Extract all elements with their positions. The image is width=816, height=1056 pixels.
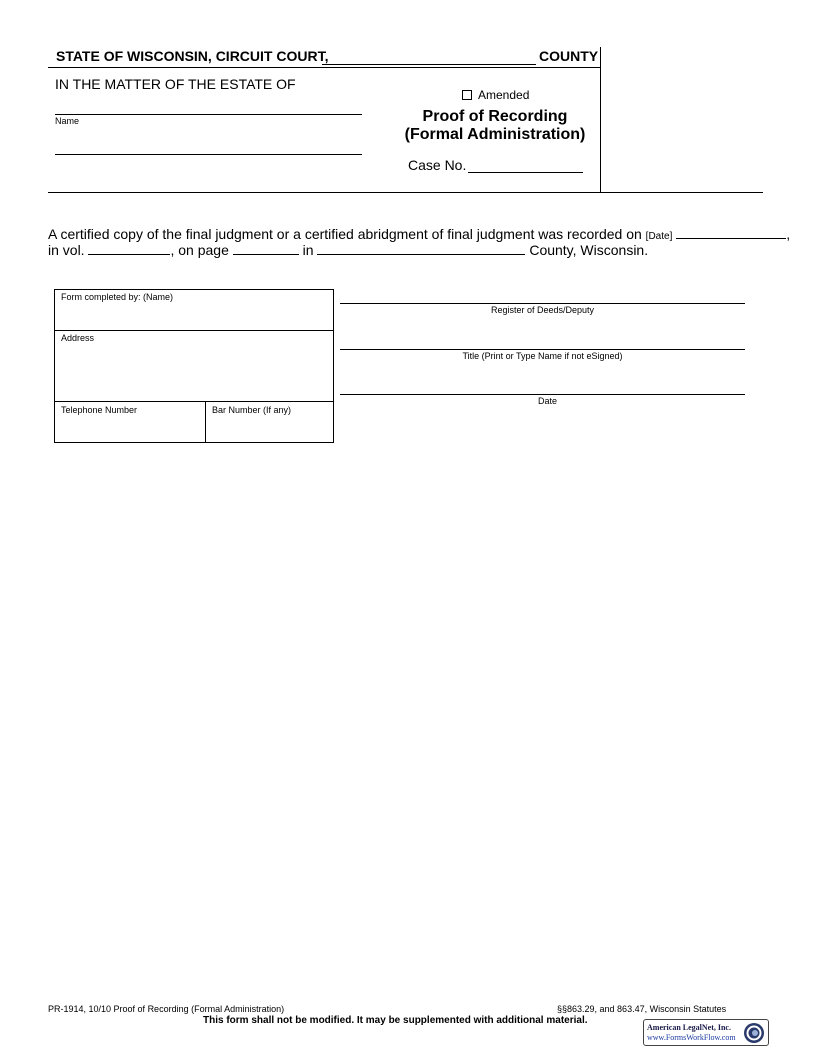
title-line[interactable] [340, 349, 745, 350]
amended-checkbox[interactable] [462, 90, 472, 100]
header-top-rule [48, 67, 601, 68]
date-line[interactable] [340, 394, 745, 395]
date-sign-label: Date [537, 396, 557, 406]
recording-county-field[interactable] [317, 242, 525, 255]
register-signature-line[interactable] [340, 303, 745, 304]
county-label: COUNTY [539, 48, 599, 64]
volume-page-sentence [48, 242, 648, 258]
volume-field[interactable] [88, 242, 170, 255]
decedent-name-line-2[interactable] [55, 154, 362, 155]
page-field[interactable] [233, 242, 299, 255]
comma: , [786, 226, 791, 242]
statutes: §§863.29, and 863.47, Wisconsin Statutes [557, 1004, 727, 1014]
on-page-label: , on page [170, 242, 229, 258]
decedent-name-line[interactable] [55, 114, 362, 115]
name-label: Name [55, 116, 80, 126]
county-name-line[interactable] [322, 64, 536, 65]
completed-by-label: Form completed by: (Name) [61, 292, 174, 302]
case-no-label: Case No. [408, 157, 467, 173]
form-id: PR-1914, 10/10 Proof of Recording (Formal Administration) [48, 1004, 285, 1014]
title-label: Title (Print or Type Name if not eSigned) [462, 351, 623, 361]
header-bottom-rule [48, 192, 763, 193]
estate-matter-label: IN THE MATTER OF THE ESTATE OF [55, 76, 296, 92]
form-completed-by-box [54, 289, 334, 443]
recorded-date-field[interactable] [676, 226, 786, 239]
register-label: Register of Deeds/Deputy [490, 305, 595, 315]
box-divider-2 [54, 401, 334, 402]
form-title-line2: (Formal Administration) [404, 126, 586, 143]
case-no-line[interactable] [468, 172, 583, 173]
address-label: Address [61, 333, 95, 343]
recording-sentence-text: A certified copy of the final judgment or a certified abridgment of final judgment was recorded on [48, 226, 642, 242]
recording-sentence [48, 226, 790, 242]
county-wisconsin-label: County, Wisconsin. [529, 242, 649, 258]
logo-swirl-icon [743, 1022, 765, 1044]
logo-url: www.FormsWorkFlow.com [647, 1033, 736, 1042]
box-divider-vertical [205, 401, 206, 442]
in-vol-label: in vol. [48, 242, 85, 258]
modification-notice: This form shall not be modified. It may be supplemented with additional material. [203, 1015, 588, 1026]
in-label: in [302, 242, 314, 258]
bar-number-label: Bar Number (If any) [212, 405, 292, 415]
amended-label: Amended [478, 88, 530, 102]
box-divider-1 [54, 330, 334, 331]
american-legalnet-logo[interactable] [643, 1019, 769, 1046]
date-label: [Date] [645, 231, 673, 242]
logo-company: American LegalNet, Inc. [647, 1023, 731, 1032]
form-title-line1: Proof of Recording [422, 108, 568, 125]
telephone-label: Telephone Number [61, 405, 138, 415]
state-court-label: STATE OF WISCONSIN, CIRCUIT COURT, [56, 48, 329, 64]
